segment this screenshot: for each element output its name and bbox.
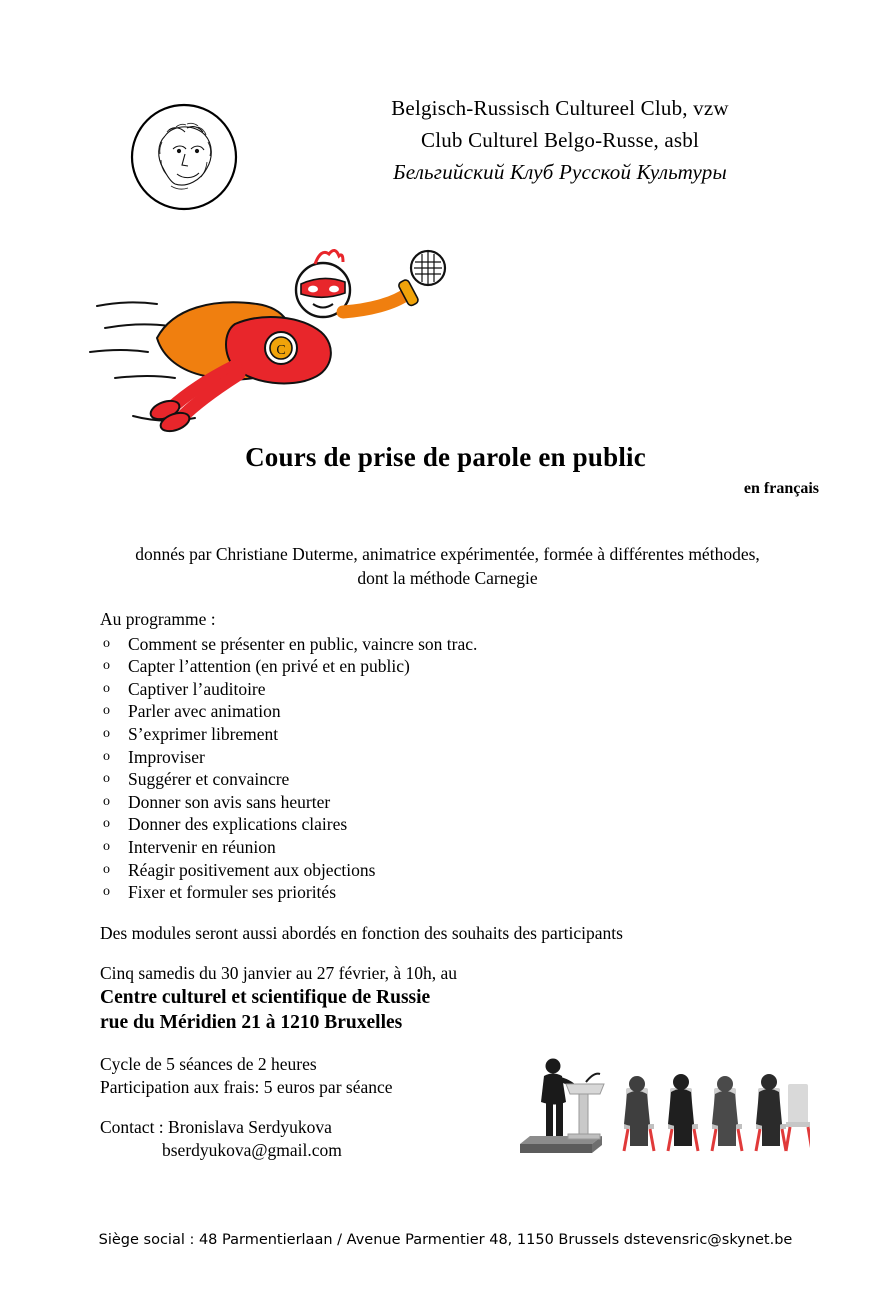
list-bullet-icon: o — [103, 703, 110, 719]
intro-line-1: donnés par Christiane Duterme, animatrice expérimentée, formée à différentes méthodes, — [135, 544, 760, 564]
superhero-speaker-illustration — [85, 228, 475, 448]
intro-paragraph — [95, 542, 800, 590]
list-item — [100, 678, 820, 701]
list-item — [100, 859, 820, 882]
header-line-nl: Belgisch-Russisch Cultureel Club, vzw — [391, 96, 729, 120]
svg-text:C: C — [276, 343, 286, 358]
program-list — [100, 633, 820, 904]
header-line-ru: Бельгийский Клуб Русской Культуры — [393, 160, 727, 184]
list-bullet-icon: o — [103, 884, 110, 900]
list-item-label: Captiver l’auditoire — [128, 678, 266, 699]
audience-illustration-icon — [520, 1032, 810, 1157]
club-emblem-icon — [129, 102, 239, 212]
price-info: Participation aux frais: 5 euros par séance — [100, 1076, 393, 1097]
list-item — [100, 700, 820, 723]
venue-address: rue du Méridien 21 à 1210 Bruxelles — [100, 1011, 403, 1033]
list-item — [100, 768, 820, 791]
page-title: Cours de prise de parole en public — [245, 442, 646, 472]
list-item — [100, 633, 820, 656]
list-item — [100, 723, 820, 746]
list-item — [100, 791, 820, 814]
schedule-dates: Cinq samedis du 30 janvier au 27 février, à 10h, au — [100, 963, 457, 984]
contact-name: Contact : Bronislava Serdyukova — [100, 1117, 332, 1138]
list-bullet-icon: o — [103, 680, 110, 696]
list-bullet-icon: o — [103, 748, 110, 764]
list-item-label: Fixer et formuler ses priorités — [128, 882, 337, 903]
footer-text: Siège social : 48 Parmentierlaan / Avenue Parmentier 48, 1150 Brussels dstevensric@skynet.be — [98, 1232, 793, 1248]
list-bullet-icon: o — [103, 635, 110, 651]
spacer — [100, 944, 820, 962]
list-item-label: Capter l’attention (en privé et en public) — [128, 656, 410, 677]
document-header — [0, 92, 891, 222]
program-note: Des modules seront aussi abordés en fonction des souhaits des participants — [100, 922, 623, 943]
header-title-group — [300, 92, 820, 188]
list-bullet-icon: o — [103, 816, 110, 832]
list-item — [100, 813, 820, 836]
program-heading: Au programme : — [100, 609, 216, 629]
spacer — [100, 904, 820, 922]
list-item-label: Suggérer et convaincre — [128, 769, 290, 790]
header-line-fr: Club Culturel Belgo-Russe, asbl — [420, 128, 700, 152]
list-item-label: Donner des explications claires — [128, 814, 348, 835]
list-item — [100, 881, 820, 904]
list-item-label: Intervenir en réunion — [128, 836, 276, 857]
list-item — [100, 655, 820, 678]
list-item-label: Comment se présenter en public, vaincre son trac. — [128, 633, 478, 654]
cycle-info: Cycle de 5 séances de 2 heures — [100, 1053, 317, 1074]
language-note: en français — [743, 480, 819, 497]
list-item-label: Improviser — [128, 746, 205, 767]
list-bullet-icon: o — [103, 861, 110, 877]
list-item-label: Donner son avis sans heurter — [128, 791, 331, 812]
list-bullet-icon: o — [103, 793, 110, 809]
list-item-label: Parler avec animation — [128, 701, 281, 722]
venue-name: Centre culturel et scientifique de Russie — [100, 986, 431, 1008]
list-item — [100, 836, 820, 859]
list-bullet-icon: o — [103, 771, 110, 787]
list-item-label: Réagir positivement aux objections — [128, 859, 376, 880]
contact-email[interactable]: bserdyukova@gmail.com — [162, 1139, 342, 1160]
list-bullet-icon: o — [103, 838, 110, 854]
superhero-illustration-icon — [85, 228, 475, 448]
club-emblem-logo — [129, 102, 239, 212]
intro-line-2: dont la méthode Carnegie — [357, 568, 538, 588]
list-bullet-icon: o — [103, 725, 110, 741]
list-bullet-icon: o — [103, 658, 110, 674]
audience-illustration — [520, 1032, 810, 1157]
list-item — [100, 746, 820, 769]
list-item-label: S’exprimer librement — [128, 723, 279, 744]
